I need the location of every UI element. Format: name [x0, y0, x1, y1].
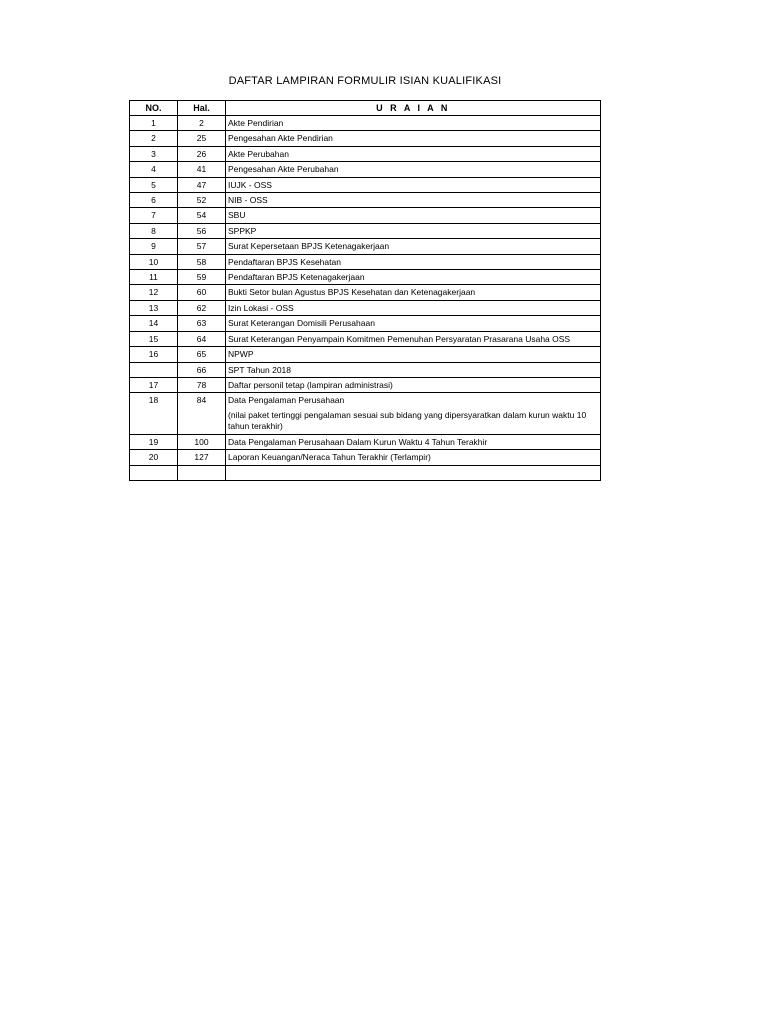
cell-hal: 59: [178, 270, 226, 285]
attachment-table: [129, 100, 601, 481]
table-row: [130, 450, 601, 465]
table-row: [130, 223, 601, 238]
cell-hal: 52: [178, 193, 226, 208]
uraian-text: SPT Tahun 2018: [228, 364, 292, 375]
table-row: [130, 316, 601, 331]
cell-uraian: [226, 362, 601, 377]
table-row: [130, 131, 601, 146]
table-row: [130, 270, 601, 285]
cell-hal: 41: [178, 162, 226, 177]
table-row: [130, 393, 601, 434]
table-row: [130, 465, 601, 480]
cell-no: 14: [130, 316, 178, 331]
cell-no: [130, 465, 178, 480]
cell-hal: 58: [178, 254, 226, 269]
column-header-no: NO.: [130, 101, 178, 116]
cell-uraian: [226, 331, 601, 346]
cell-hal: 47: [178, 177, 226, 192]
uraian-text: SPPKP: [228, 225, 257, 236]
table-row: [130, 331, 601, 346]
cell-no: 19: [130, 434, 178, 449]
uraian-text: NIB - OSS: [228, 195, 268, 206]
uraian-text: SBU: [228, 210, 246, 221]
uraian-text: Daftar personil tetap (lampiran administrasi): [228, 379, 393, 390]
uraian-text: Pengesahan Akte Perubahan: [228, 164, 339, 175]
cell-no: 3: [130, 146, 178, 161]
cell-hal: 64: [178, 331, 226, 346]
cell-hal: 25: [178, 131, 226, 146]
cell-no: 20: [130, 450, 178, 465]
cell-uraian: [226, 146, 601, 161]
cell-hal: 26: [178, 146, 226, 161]
cell-hal: 57: [178, 239, 226, 254]
cell-no: 2: [130, 131, 178, 146]
cell-uraian: [226, 465, 601, 480]
table-header-row: [130, 101, 601, 116]
uraian-text: Surat Keterangan Domisili Perusahaan: [228, 318, 375, 329]
cell-uraian: [226, 223, 601, 238]
cell-hal: 65: [178, 347, 226, 362]
cell-hal: 60: [178, 285, 226, 300]
column-header-uraian: U R A I A N: [226, 101, 601, 116]
cell-uraian: [226, 131, 601, 146]
uraian-text: Surat Keterangan Penyampain Komitmen Pemenuhan Persyaratan Prasarana Usaha OSS: [228, 333, 571, 344]
uraian-note: (nilai paket tertinggi pengalaman sesuai sub bidang yang dipersyaratkan dalam kurun waktu 10 tahun terakhir): [228, 409, 587, 431]
uraian-text: IUJK - OSS: [228, 179, 272, 190]
cell-no: 12: [130, 285, 178, 300]
uraian-text: Bukti Setor bulan Agustus BPJS Kesehatan dan Ketenagakerjaan: [228, 287, 476, 298]
table-row: [130, 254, 601, 269]
cell-uraian: [226, 316, 601, 331]
table-row: [130, 146, 601, 161]
table-row: [130, 347, 601, 362]
table-row: [130, 193, 601, 208]
column-header-hal: Hal.: [178, 101, 226, 116]
cell-no: [130, 362, 178, 377]
cell-uraian: [226, 270, 601, 285]
cell-no: 1: [130, 116, 178, 131]
cell-no: 6: [130, 193, 178, 208]
cell-uraian: [226, 254, 601, 269]
uraian-text: Laporan Keuangan/Neraca Tahun Terakhir (Terlampir): [228, 452, 431, 463]
table-row: [130, 239, 601, 254]
cell-no: 11: [130, 270, 178, 285]
cell-uraian: [226, 434, 601, 449]
cell-no: 15: [130, 331, 178, 346]
uraian-text: NPWP: [228, 349, 254, 360]
uraian-text: Izin Lokasi - OSS: [228, 302, 294, 313]
table-row: [130, 434, 601, 449]
table-row: [130, 162, 601, 177]
cell-uraian: [226, 177, 601, 192]
cell-no: 8: [130, 223, 178, 238]
uraian-text: Pendaftaran BPJS Kesehatan: [228, 256, 341, 267]
cell-hal: 62: [178, 300, 226, 315]
uraian-text: Akte Pendirian: [228, 118, 284, 128]
cell-no: 9: [130, 239, 178, 254]
table-row: [130, 285, 601, 300]
uraian-text: Surat Kepersetaan BPJS Ketenagakerjaan: [228, 241, 390, 252]
cell-no: 13: [130, 300, 178, 315]
table-row: [130, 377, 601, 392]
cell-no: 18: [130, 393, 178, 434]
cell-no: 7: [130, 208, 178, 223]
cell-hal: 63: [178, 316, 226, 331]
table-row: [130, 362, 601, 377]
cell-uraian: [226, 393, 601, 434]
cell-hal: 100: [178, 434, 226, 449]
cell-uraian: [226, 193, 601, 208]
cell-hal: 84: [178, 393, 226, 434]
cell-no: 4: [130, 162, 178, 177]
table-body: [130, 116, 601, 481]
cell-hal: 54: [178, 208, 226, 223]
cell-uraian: [226, 239, 601, 254]
uraian-text: Data Pengalaman Perusahaan Dalam Kurun Waktu 4 Tahun Terakhir: [228, 436, 488, 447]
cell-uraian: [226, 116, 601, 131]
cell-no: 10: [130, 254, 178, 269]
cell-uraian: [226, 162, 601, 177]
uraian-text: Data Pengalaman Perusahaan: [228, 395, 345, 406]
cell-uraian: [226, 450, 601, 465]
cell-uraian: [226, 208, 601, 223]
cell-uraian: [226, 285, 601, 300]
uraian-text: Pendaftaran BPJS Ketenagakerjaan: [228, 272, 365, 283]
page-title: DAFTAR LAMPIRAN FORMULIR ISIAN KUALIFIKASI: [228, 75, 502, 87]
cell-hal: 127: [178, 450, 226, 465]
uraian-text: Akte Perubahan: [228, 148, 289, 159]
cell-hal: 78: [178, 377, 226, 392]
cell-hal: 56: [178, 223, 226, 238]
cell-no: 5: [130, 177, 178, 192]
cell-uraian: [226, 377, 601, 392]
table-row: [130, 116, 601, 131]
cell-no: 16: [130, 347, 178, 362]
uraian-text: Pengesahan Akte Pendirian: [228, 133, 333, 144]
cell-hal: 66: [178, 362, 226, 377]
cell-hal: [178, 465, 226, 480]
table-row: [130, 208, 601, 223]
cell-no: 17: [130, 377, 178, 392]
table-row: [130, 177, 601, 192]
table-row: [130, 300, 601, 315]
cell-uraian: [226, 300, 601, 315]
cell-hal: 2: [178, 116, 226, 131]
cell-uraian: [226, 347, 601, 362]
